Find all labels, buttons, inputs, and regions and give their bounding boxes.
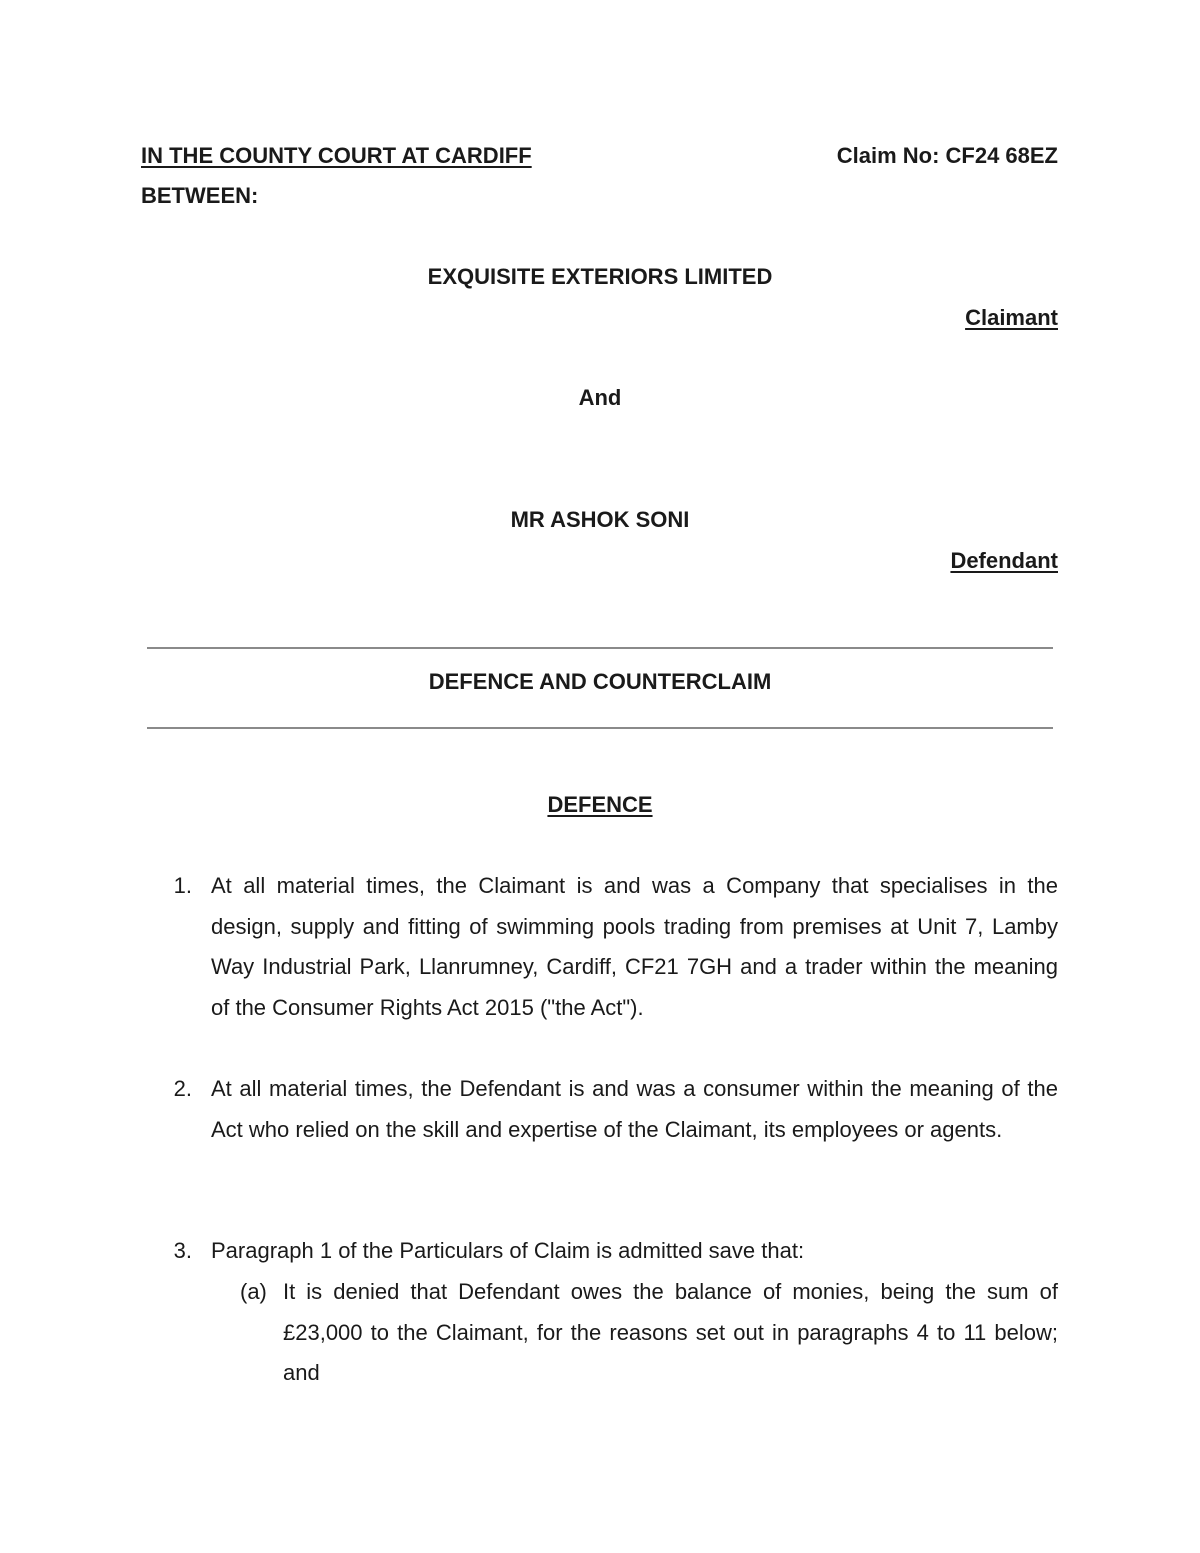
section-heading: DEFENCE — [547, 792, 653, 817]
court-heading: IN THE COUNTY COURT AT CARDIFF — [141, 143, 532, 168]
paragraph-text: At all material times, the Claimant is and was a Company that specialises in the design, supply and fitting of swimming pools trading from premises at Unit 7, Lamby Way Industrial Park, Llanrumney, Cardiff, CF21 7GH and a trader within the meaning of the Consumer Rights Act 2015 ("the Act"). — [211, 873, 1058, 1020]
subparagraph-text: It is denied that Defendant owes the balance of monies, being the sum of £23,000 to the Claimant, for the reasons set out in paragraphs 4 to 11 below; and — [283, 1279, 1058, 1386]
between-label: BETWEEN: — [141, 183, 259, 208]
claimant-name: EXQUISITE EXTERIORS LIMITED — [427, 264, 773, 289]
defendant-role-label: Defendant — [950, 548, 1058, 573]
defendant-name: MR ASHOK SONI — [510, 507, 690, 532]
claim-number: Claim No: CF24 68EZ — [836, 143, 1058, 168]
title-divider-top — [147, 647, 1053, 649]
subparagraph-number: (a) — [240, 1279, 267, 1304]
document-title: DEFENCE AND COUNTERCLAIM — [428, 669, 772, 694]
paragraph-number: 2. — [173, 1076, 192, 1101]
paragraph-text: At all material times, the Defendant is and was a consumer within the meaning of the Act who relied on the skill and expertise of the Claimant, its employees or agents. — [211, 1076, 1058, 1142]
parties-conjunction: And — [578, 385, 622, 410]
paragraph-number: 1. — [173, 873, 192, 898]
claimant-role-label: Claimant — [965, 305, 1058, 330]
paragraph-text: Paragraph 1 of the Particulars of Claim is admitted save that: — [211, 1238, 805, 1263]
title-divider-bottom — [147, 727, 1053, 729]
paragraph-number: 3. — [173, 1238, 192, 1263]
